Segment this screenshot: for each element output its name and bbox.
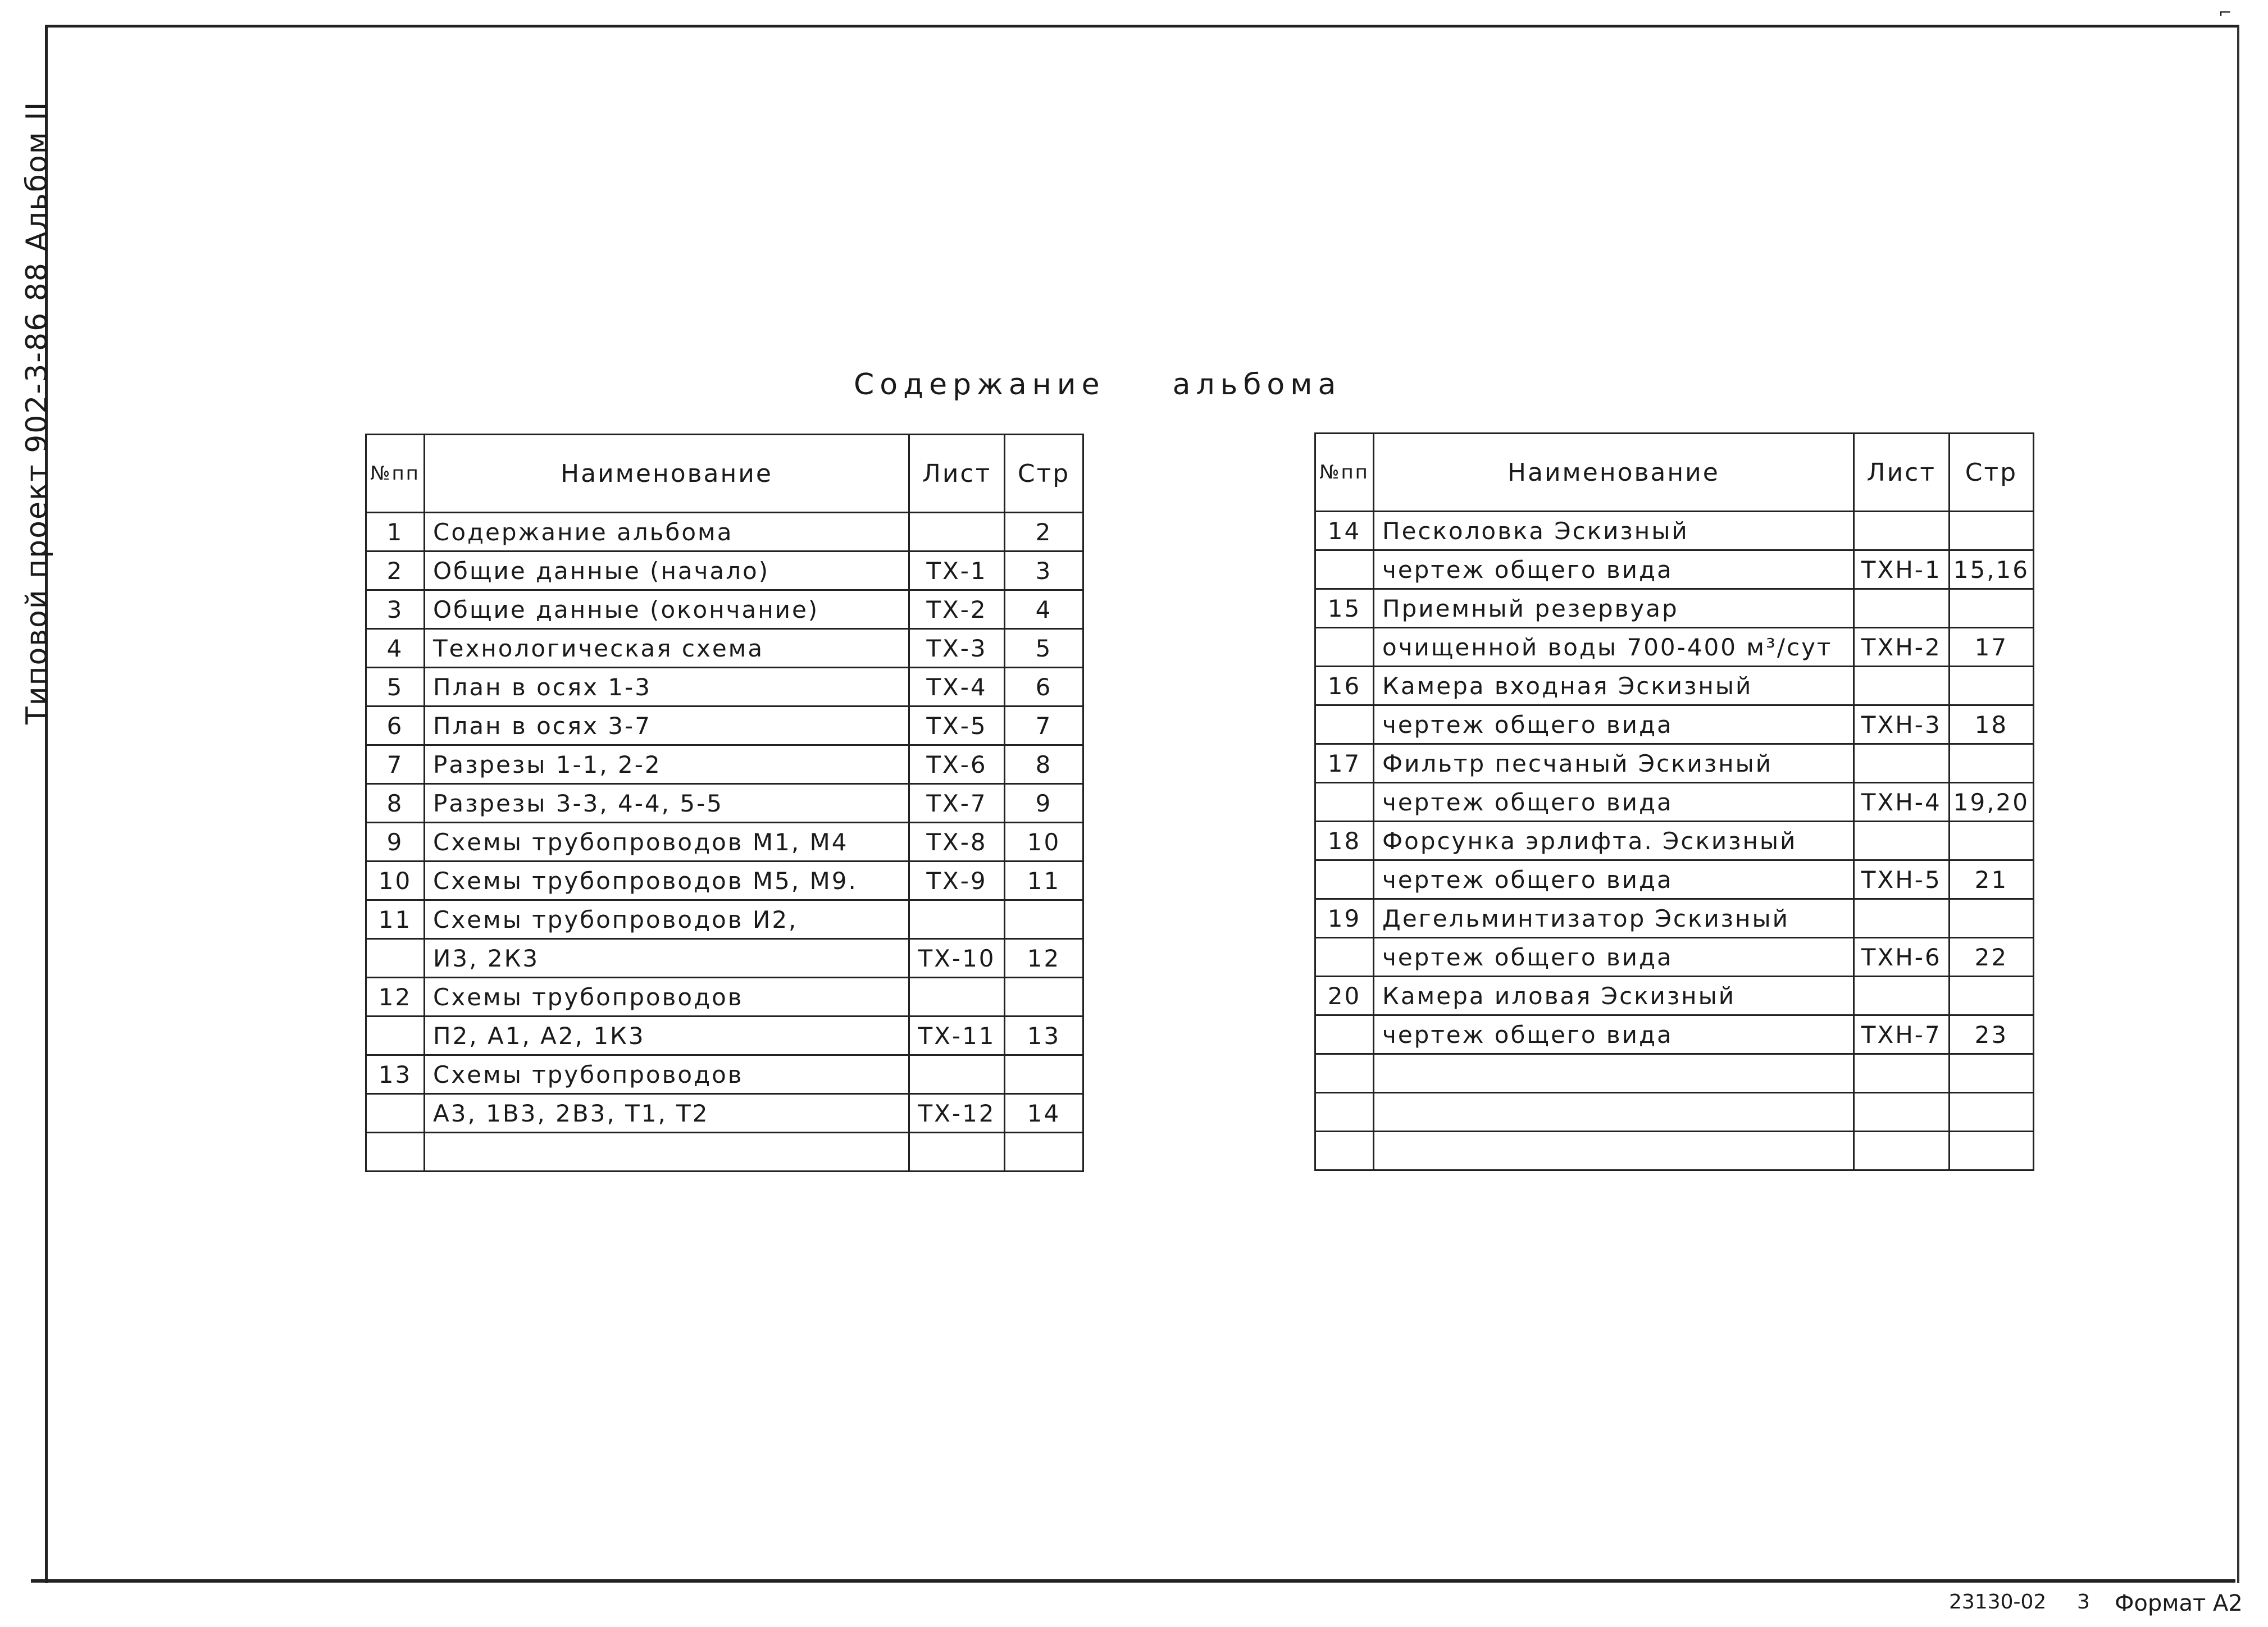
cell-name: Схемы трубопроводов И2, — [425, 900, 909, 939]
cell-name — [1374, 1132, 1854, 1170]
paper-format: Формат А2 — [2115, 1590, 2243, 1616]
header-sheet: Лист — [1853, 434, 1949, 512]
cell-sheet: ТХ-3 — [909, 629, 1005, 668]
cell-page — [1949, 744, 2033, 783]
cell-page: 21 — [1949, 860, 2033, 899]
header-page: Стр — [1005, 435, 1083, 513]
cell-page: 6 — [1005, 668, 1083, 707]
cell-page — [1949, 589, 2033, 628]
cell-name: Содержание альбома — [425, 513, 909, 552]
cell-name: чертеж общего вида — [1374, 860, 1854, 899]
cell-num — [1315, 1015, 1374, 1054]
cell-num: 14 — [1315, 512, 1374, 550]
cell-num: 18 — [1315, 822, 1374, 860]
cell-num: 3 — [366, 590, 425, 629]
cell-sheet: ТХ-9 — [909, 862, 1005, 900]
cell-page: 23 — [1949, 1015, 2033, 1054]
cell-num — [366, 1017, 425, 1055]
table-row — [1315, 860, 2034, 899]
cell-num: 15 — [1315, 589, 1374, 628]
cell-page: 13 — [1005, 1017, 1083, 1055]
table-row — [366, 513, 1083, 552]
cell-sheet: ТХ-11 — [909, 1017, 1005, 1055]
table-row — [366, 978, 1083, 1017]
cell-num — [1315, 1132, 1374, 1170]
cell-page — [1005, 900, 1083, 939]
cell-name: Песколовка Эскизный — [1374, 512, 1854, 550]
table-row — [1315, 822, 2034, 860]
cell-num: 9 — [366, 823, 425, 862]
cell-sheet — [909, 900, 1005, 939]
contents-table-left — [365, 434, 1084, 1172]
cell-sheet — [1853, 1132, 1949, 1170]
cell-sheet — [1853, 667, 1949, 705]
cell-name — [1374, 1054, 1854, 1093]
table-row — [1315, 899, 2034, 938]
cell-name — [1374, 1093, 1854, 1132]
cell-num — [1315, 1093, 1374, 1132]
cell-page: 18 — [1949, 705, 2033, 744]
cell-sheet: ТХ-2 — [909, 590, 1005, 629]
cell-sheet: ТХ-7 — [909, 784, 1005, 823]
cell-name: Форсунка эрлифта. Эскизный — [1374, 822, 1854, 860]
table-row — [366, 590, 1083, 629]
cell-sheet: ТХН-3 — [1853, 705, 1949, 744]
page-title — [854, 368, 1409, 402]
cell-page: 15,16 — [1949, 550, 2033, 589]
cell-name: Схемы трубопроводов М5, М9. — [425, 862, 909, 900]
cell-num — [1315, 628, 1374, 667]
cell-name: чертеж общего вида — [1374, 938, 1854, 977]
header-sheet: Лист — [909, 435, 1005, 513]
cell-page — [1005, 1055, 1083, 1094]
cell-name: Фильтр песчаный Эскизный — [1374, 744, 1854, 783]
cell-name: Схемы трубопроводов — [425, 1055, 909, 1094]
table-row — [1315, 512, 2034, 550]
table-row — [366, 1133, 1083, 1172]
cell-page: 11 — [1005, 862, 1083, 900]
cell-sheet — [1853, 899, 1949, 938]
cell-sheet: ТХН-2 — [1853, 628, 1949, 667]
cell-num — [366, 939, 425, 978]
cell-page — [1005, 1133, 1083, 1172]
cell-num: 12 — [366, 978, 425, 1017]
cell-page: 8 — [1005, 745, 1083, 784]
cell-page: 9 — [1005, 784, 1083, 823]
cell-num — [366, 1094, 425, 1133]
cell-page: 7 — [1005, 707, 1083, 745]
cell-sheet: ТХ-1 — [909, 552, 1005, 590]
cell-num: 19 — [1315, 899, 1374, 938]
cell-name — [425, 1133, 909, 1172]
cell-sheet: ТХН-1 — [1853, 550, 1949, 589]
sheet-number: 3 — [2077, 1590, 2090, 1614]
table-row — [366, 629, 1083, 668]
cell-sheet: ТХ-8 — [909, 823, 1005, 862]
cell-sheet — [1853, 1093, 1949, 1132]
cell-name: чертеж общего вида — [1374, 1015, 1854, 1054]
cell-name: чертеж общего вида — [1374, 783, 1854, 822]
cell-num — [1315, 938, 1374, 977]
cell-name: Схемы трубопроводов М1, М4 — [425, 823, 909, 862]
cell-sheet — [909, 978, 1005, 1017]
cell-sheet — [909, 513, 1005, 552]
cell-name: И3, 2К3 — [425, 939, 909, 978]
cell-page: 22 — [1949, 938, 2033, 977]
cell-sheet: ТХ-5 — [909, 707, 1005, 745]
side-title: Типовой проект 902-3-86 88 Альбом II — [20, 101, 54, 724]
header-name: Наименование — [1374, 434, 1854, 512]
cell-name: Камера иловая Эскизный — [1374, 977, 1854, 1015]
document-code: 23130-02 — [1949, 1590, 2047, 1614]
cell-num: 4 — [366, 629, 425, 668]
cell-page: 3 — [1005, 552, 1083, 590]
cell-name: А3, 1В3, 2В3, Т1, Т2 — [425, 1094, 909, 1133]
table-row — [1315, 589, 2034, 628]
cell-page — [1949, 1093, 2033, 1132]
table-row — [1315, 1093, 2034, 1132]
table-row — [1315, 977, 2034, 1015]
cell-page: 2 — [1005, 513, 1083, 552]
table-row — [1315, 1015, 2034, 1054]
cell-sheet — [1853, 512, 1949, 550]
cell-num — [1315, 783, 1374, 822]
table-row — [366, 707, 1083, 745]
table-row — [366, 1017, 1083, 1055]
table-row — [366, 1055, 1083, 1094]
table-row — [366, 823, 1083, 862]
cell-name: Технологическая схема — [425, 629, 909, 668]
cell-name: Общие данные (окончание) — [425, 590, 909, 629]
cell-page — [1949, 512, 2033, 550]
cell-page: 17 — [1949, 628, 2033, 667]
table-row — [366, 784, 1083, 823]
cell-sheet — [1853, 977, 1949, 1015]
table-row — [366, 745, 1083, 784]
cell-name: Камера входная Эскизный — [1374, 667, 1854, 705]
table-row — [1315, 705, 2034, 744]
cell-sheet: ТХН-7 — [1853, 1015, 1949, 1054]
cell-num: 13 — [366, 1055, 425, 1094]
cell-sheet: ТХ-6 — [909, 745, 1005, 784]
cell-page: 14 — [1005, 1094, 1083, 1133]
cell-page: 4 — [1005, 590, 1083, 629]
cell-num: 2 — [366, 552, 425, 590]
cell-sheet — [909, 1055, 1005, 1094]
cell-sheet: ТХ-12 — [909, 1094, 1005, 1133]
cell-page — [1949, 899, 2033, 938]
cell-sheet: ТХ-10 — [909, 939, 1005, 978]
table-row — [1315, 628, 2034, 667]
cell-name: Разрезы 1-1, 2-2 — [425, 745, 909, 784]
table-row — [1315, 783, 2034, 822]
cell-name: Общие данные (начало) — [425, 552, 909, 590]
table-row — [1315, 1132, 2034, 1170]
cell-name: чертеж общего вида — [1374, 705, 1854, 744]
cell-name: очищенной воды 700-400 м³/сут — [1374, 628, 1854, 667]
header-num: №пп — [366, 435, 425, 513]
cell-num — [1315, 1054, 1374, 1093]
cell-num: 11 — [366, 900, 425, 939]
cell-sheet — [1853, 589, 1949, 628]
cell-num — [1315, 705, 1374, 744]
cell-name: П2, А1, А2, 1К3 — [425, 1017, 909, 1055]
cell-num: 7 — [366, 745, 425, 784]
contents-table-right — [1314, 432, 2034, 1171]
cell-page — [1949, 1054, 2033, 1093]
cell-sheet: ТХН-4 — [1853, 783, 1949, 822]
cell-page: 12 — [1005, 939, 1083, 978]
table-row — [366, 939, 1083, 978]
cell-sheet: ТХН-5 — [1853, 860, 1949, 899]
cell-page — [1005, 978, 1083, 1017]
cell-name: Приемный резервуар — [1374, 589, 1854, 628]
cell-sheet — [909, 1133, 1005, 1172]
table-row — [1315, 744, 2034, 783]
cell-page: 5 — [1005, 629, 1083, 668]
table-row — [1315, 667, 2034, 705]
table-row — [1315, 550, 2034, 589]
cell-sheet — [1853, 822, 1949, 860]
table-row — [1315, 938, 2034, 977]
cell-num: 8 — [366, 784, 425, 823]
cell-name: чертеж общего вида — [1374, 550, 1854, 589]
cell-sheet: ТХ-4 — [909, 668, 1005, 707]
table-row — [366, 1094, 1083, 1133]
cell-num: 16 — [1315, 667, 1374, 705]
cell-num — [1315, 860, 1374, 899]
cell-num: 6 — [366, 707, 425, 745]
corner-mark: ⌐ — [2219, 3, 2232, 22]
table-row — [366, 900, 1083, 939]
cell-name: Схемы трубопроводов — [425, 978, 909, 1017]
cell-name: План в осях 1-3 — [425, 668, 909, 707]
cell-sheet: ТХН-6 — [1853, 938, 1949, 977]
drawing-frame-bottom-line — [31, 1579, 2235, 1583]
cell-name: Дегельминтизатор Эскизный — [1374, 899, 1854, 938]
cell-num: 1 — [366, 513, 425, 552]
cell-num: 20 — [1315, 977, 1374, 1015]
cell-name: Разрезы 3-3, 4-4, 5-5 — [425, 784, 909, 823]
table-header-row — [1315, 434, 2034, 512]
cell-name: План в осях 3-7 — [425, 707, 909, 745]
cell-num — [366, 1133, 425, 1172]
header-page: Стр — [1949, 434, 2033, 512]
table-row — [366, 668, 1083, 707]
cell-page: 10 — [1005, 823, 1083, 862]
cell-page — [1949, 1132, 2033, 1170]
cell-num — [1315, 550, 1374, 589]
cell-page — [1949, 977, 2033, 1015]
table-header-row — [366, 435, 1083, 513]
cell-page — [1949, 822, 2033, 860]
cell-sheet — [1853, 744, 1949, 783]
header-name: Наименование — [425, 435, 909, 513]
table-row — [366, 862, 1083, 900]
cell-num: 10 — [366, 862, 425, 900]
header-num: №пп — [1315, 434, 1374, 512]
page-title-word1: Содержание — [854, 368, 1105, 402]
cell-num: 5 — [366, 668, 425, 707]
table-row — [1315, 1054, 2034, 1093]
page-title-word2: альбома — [1172, 368, 1342, 402]
cell-page: 19,20 — [1949, 783, 2033, 822]
cell-num: 17 — [1315, 744, 1374, 783]
table-row — [366, 552, 1083, 590]
cell-sheet — [1853, 1054, 1949, 1093]
cell-page — [1949, 667, 2033, 705]
